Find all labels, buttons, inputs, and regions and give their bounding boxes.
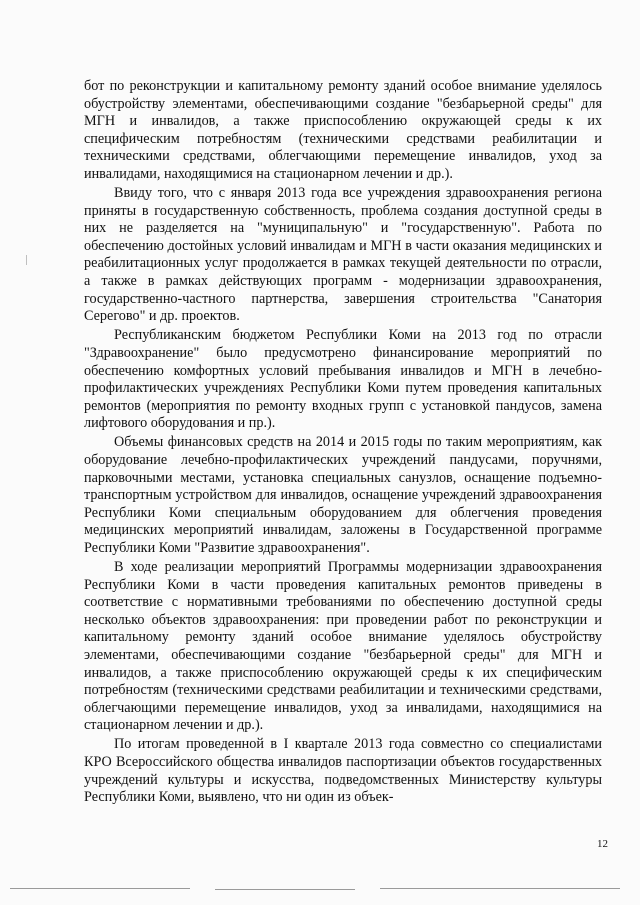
paragraph: В ходе реализации мероприятий Программы модернизации здравоохранения Республики Коми в части проведения капитальных ремонтов приведены в соответствие с нормативными требованиями по обеспечению доступной среды несколько объектов здравоохранения: при проведении работ по реконструкции и капитальному ремонту зданий особое внимание уделялось обустройству элементами, обеспечивающими создание "безбарьерной среды" для МГН и инвалидов, а также приспособлению окружающей среды к их специфическим потребностям (техническими средствами реабилитации и техническими средствами, облегчающими перемещение инвалидов, уход за инвалидами, находящимися на стационарном лечении и др.).: [84, 559, 602, 734]
bottom-scan-line: [215, 889, 355, 890]
left-edge-mark: [26, 255, 27, 265]
bottom-scan-line: [10, 888, 190, 889]
body-text: [84, 78, 602, 808]
paragraph: Республиканским бюджетом Республики Коми на 2013 год по отрасли "Здравоохранение" было предусмотрено финансирование мероприятий по обеспечению комфортных условий пребывания инвалидов и МГН в лечебно-профилактических учреждениях Республики Коми путем проведения капитальных ремонтов (мероприятия по ремонту входных групп с установкой пандусов, замена лифтового оборудования и пр.).: [84, 327, 602, 432]
paragraph-continuation: бот по реконструкции и капитальному ремонту зданий особое внимание уделялось обустройству элементами, обеспечивающими создание "безбарьерной среды" для МГН и инвалидов, а также приспособлению окружающей среды к их специфическим потребностям (техническими средствами реабилитации и техническими средствами, облегчающими перемещение инвалидов, уход за инвалидами, находящимися на стационарном лечении и др.).: [84, 78, 602, 182]
paragraph: Ввиду того, что с января 2013 года все учреждения здравоохранения региона приняты в государственную собственность, проблема создания доступной среды в них не разделяется на "муниципальную" и "государственную". Работа по обеспечению достойных условий инвалидам и МГН в части оказания медицинских и реабилитационных услуг продолжается в рамках текущей деятельности по отрасли, а также в рамках действующих программ - модернизации здравоохранения, государственно-частного партнерства, завершения строительства "Санатория Серегово" и др. проектов.: [84, 185, 602, 325]
page-number: 12: [597, 838, 608, 850]
paragraph: Объемы финансовых средств на 2014 и 2015 годы по таким мероприятиям, как оборудование лечебно-профилактических учреждений пандусами, поручнями, парковочными местами, установка специальных санузлов, оснащение подъемно-транспортным устройством для инвалидов, оснащение учреждений здравоохранения Республики Коми специальным оборудованием для облегчения проведения медицинских мероприятий инвалидам, заложены в Государственной программе Республики Коми "Развитие здравоохранения".: [84, 434, 602, 556]
bottom-scan-line: [380, 888, 620, 889]
paragraph: По итогам проведенной в I квартале 2013 года совместно со специалистами КРО Всероссийского общества инвалидов паспортизации объектов государственных учреждений культуры и искусства, подведомственных Министерству культуры Республики Коми, выявлено, что ни один из объек-: [84, 736, 602, 806]
